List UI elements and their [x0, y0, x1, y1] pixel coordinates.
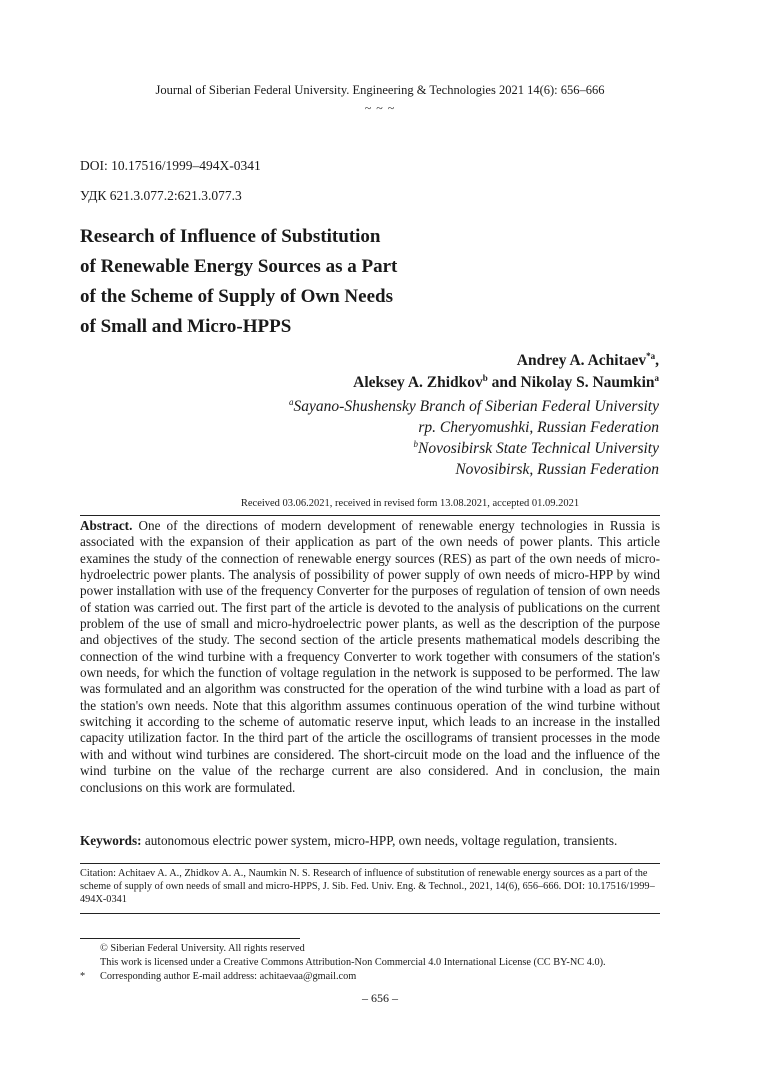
article-title	[80, 222, 397, 342]
author-line	[353, 372, 659, 394]
affiliation-mark: a	[289, 396, 294, 407]
title-line: of Renewable Energy Sources as a Part	[80, 256, 398, 277]
udk-line: УДК 621.3.077.2:621.3.077.3	[80, 188, 242, 203]
title-line: Research of Influence of Substitution	[80, 226, 381, 247]
title-line: of Small and Micro-HPPS	[80, 316, 292, 337]
keywords-block	[80, 833, 660, 849]
author-line	[353, 350, 659, 372]
affiliation-mark: b	[413, 438, 419, 449]
footnote-mark	[80, 956, 100, 970]
affiliation-text: rp. Cheryomushki, Russian Federation	[418, 419, 659, 436]
title-line: of the Scheme of Supply of Own Needs	[80, 286, 393, 307]
footnote-text: This work is licensed under a Creative Commons Attribution-Non Commercial 4.0 International License (CC BY-NC 4.0).	[100, 957, 606, 968]
footnotes	[80, 942, 670, 984]
affiliation-list	[289, 396, 659, 480]
author-separator: and	[487, 374, 521, 391]
affiliation-text: Sayano-Shushensky Branch of Siberian Federal University	[293, 398, 659, 415]
affiliation-line	[289, 396, 659, 417]
footnote-text: Corresponding author E-mail address: achitaevaa@gmail.com	[100, 971, 357, 982]
received-dates: Received 03.06.2021, received in revised form 13.08.2021, accepted 01.09.2021	[240, 498, 580, 509]
affiliation-line	[289, 459, 659, 480]
footnote-text: © Siberian Federal University. All rights reserved	[100, 943, 305, 954]
citation-bottom-rule	[80, 913, 660, 914]
abstract-top-rule	[80, 515, 660, 516]
footnote-line	[80, 942, 670, 956]
citation-top-rule	[80, 863, 660, 864]
abstract-block	[80, 518, 660, 796]
keywords-text: autonomous electric power system, micro-HPP, own needs, voltage regulation, transients.	[141, 833, 618, 848]
doi-line: DOI: 10.17516/1999–494X-0341	[80, 158, 261, 173]
page-number: – 656 –	[362, 991, 398, 1005]
footnote-line	[80, 956, 670, 970]
author-affiliation-mark: *a	[646, 350, 656, 361]
affiliation-line	[289, 438, 659, 459]
author-separator: ,	[655, 352, 659, 369]
author-affiliation-mark: a	[654, 372, 659, 383]
keywords-label: Keywords:	[80, 833, 142, 848]
journal-header: Journal of Siberian Federal University. Engineering & Technologies 2021 14(6): 656–666	[155, 83, 605, 97]
affiliation-text: Novosibirsk, Russian Federation	[455, 461, 659, 478]
affiliation-text: Novosibirsk State Technical University	[418, 440, 659, 457]
abstract-text: One of the directions of modern development of renewable energy technologies in Russia is associated with the expansion of their application as part of the own needs of power plants. This article examines the study of the connection of renewable energy sources (RES) as part of the own needs of micro-hydroelectric power plants. The analysis of possibility of power supply of own needs of micro-HPP by wind power installation with use of the frequency Converter for the purposes of regulation of tension of own needs of station was carried out. The first part of the article is devoted to the analysis of publications on the current problem of the use of small and micro-hydroelectric power plants, as well as the description of the purpose and objectives of the study. The second section of the article presents mathematical models describing the connection of the wind turbine with a frequency Converter to work together with consumers of the station's own needs, for which the function of voltage regulation in the network is supposed to be performed. The law was formulated and an algorithm was constructed for the operation of the wind turbine with a load as part of the station's own needs. Note that this algorithm assumes continuous operation of the wind turbine without switching it according to the scheme of automatic reserve input, which leads to an increase in the installed capacity utilization factor. In the third part of the article the oscillograms of transient processes in the mode with and without wind turbines are considered. The short-circuit mode on the load and the influence of the wind turbine on the value of the recharge current are also considered. And in conclusion, the main conclusions on this work are formulated.	[80, 518, 660, 795]
citation-block: Citation: Achitaev A. A., Zhidkov A. A., Naumkin N. S. Research of influence of substitution of renewable energy sources as a part of the scheme of supply of own needs of small and micro-HPPS, J. Sib. Fed. Univ. Eng. & Technol., 2021, 14(6), 656–666. DOI: 10.17516/1999–494X-0341	[80, 868, 655, 906]
abstract-label: Abstract.	[80, 518, 133, 533]
author-name: Andrey A. Achitaev	[516, 352, 647, 369]
footnote-rule	[80, 938, 300, 939]
author-name: Aleksey A. Zhidkov	[353, 374, 483, 391]
footnote-mark: *	[80, 971, 86, 982]
affiliation-line	[289, 417, 659, 438]
author-name: Nikolay S. Naumkin	[520, 374, 655, 391]
author-list	[353, 350, 659, 394]
author-affiliation-mark: b	[482, 372, 488, 383]
footnote-mark	[80, 942, 100, 956]
footnote-line	[80, 970, 670, 984]
header-separator: ~ ~ ~	[364, 101, 396, 115]
